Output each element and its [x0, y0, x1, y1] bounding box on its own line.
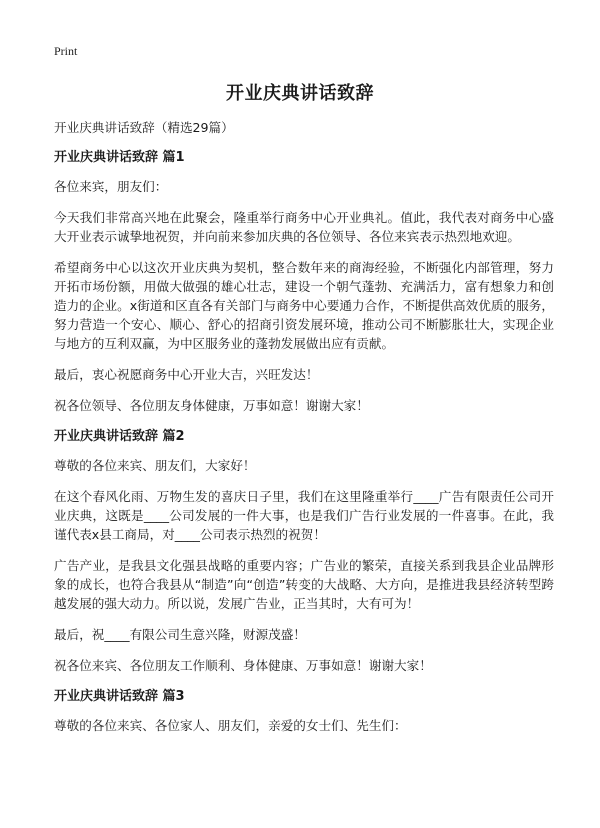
paragraph: 在这个春风化雨、万物生发的喜庆日子里，我们在这里隆重举行____广告有限责任公司开业庆典，这既是____公司发展的一件大事，也是我们广告行业发展的一件喜事。在此，我谨代表x县工商局，对____公司表示热烈的祝贺！: [54, 489, 554, 542]
paragraph: 希望商务中心以这次开业庆典为契机，整合数年来的商海经验，不断强化内部管理，努力开拓市场份额，用做大做强的雄心壮志，建设一个朝气蓬勃、充满活力，富有想象力和创造力的企业。x街道和区直各有关部门与商务中心要通力合作，不断提供高效优质的服务，努力营造一个安心、顺心、舒心的招商引资发展环境，推动公司不断膨胀壮大，实现企业与地方的互利双赢，为中区服务业的蓬勃发展做出应有贡献。: [54, 260, 554, 351]
article-body: [54, 118, 554, 747]
paragraph: 尊敬的各位来宾、各位家人、朋友们，亲爱的女士们、先生们：: [54, 718, 407, 733]
article-subtitle: 开业庆典讲话致辞（精选29篇）: [54, 120, 234, 135]
section-heading-1: 开业庆典讲话致辞 篇1: [54, 150, 185, 165]
paragraph: 尊敬的各位来宾、朋友们，大家好！: [54, 458, 256, 473]
paragraph: 各位来宾，朋友们：: [54, 179, 168, 194]
paragraph: 广告产业，是我县文化强县战略的重要内容；广告业的繁荣，直接关系到我县企业品牌形象的成长，也符合我县从“制造”向“创造”转变的大战略、大方向，是推进我县经济转型跨越发展的强大动力。所以说，发展广告业，正当其时，大有可为！: [54, 558, 554, 611]
section-heading-2: 开业庆典讲话致辞 篇2: [54, 429, 185, 444]
paragraph: 最后，衷心祝愿商务中心开业大吉，兴旺发达！: [54, 367, 319, 382]
section-heading-3: 开业庆典讲话致辞 篇3: [54, 689, 185, 704]
paragraph: 祝各位领导、各位朋友身体健康，万事如意！谢谢大家！: [54, 398, 369, 413]
paragraph: 祝各位来宾、各位朋友工作顺利、身体健康、万事如意！谢谢大家！: [54, 658, 432, 673]
paragraph: 最后，祝____有限公司生意兴隆，财源茂盛！: [54, 627, 306, 642]
page-title: 开业庆典讲话致辞: [226, 83, 374, 104]
paragraph: 今天我们非常高兴地在此聚会，隆重举行商务中心开业典礼。值此，我代表对商务中心盛大开业表示诚挚地祝贺，并向前来参加庆典的各位领导、各位来宾表示热烈地欢迎。: [54, 210, 554, 244]
print-link[interactable]: Print: [54, 44, 78, 58]
